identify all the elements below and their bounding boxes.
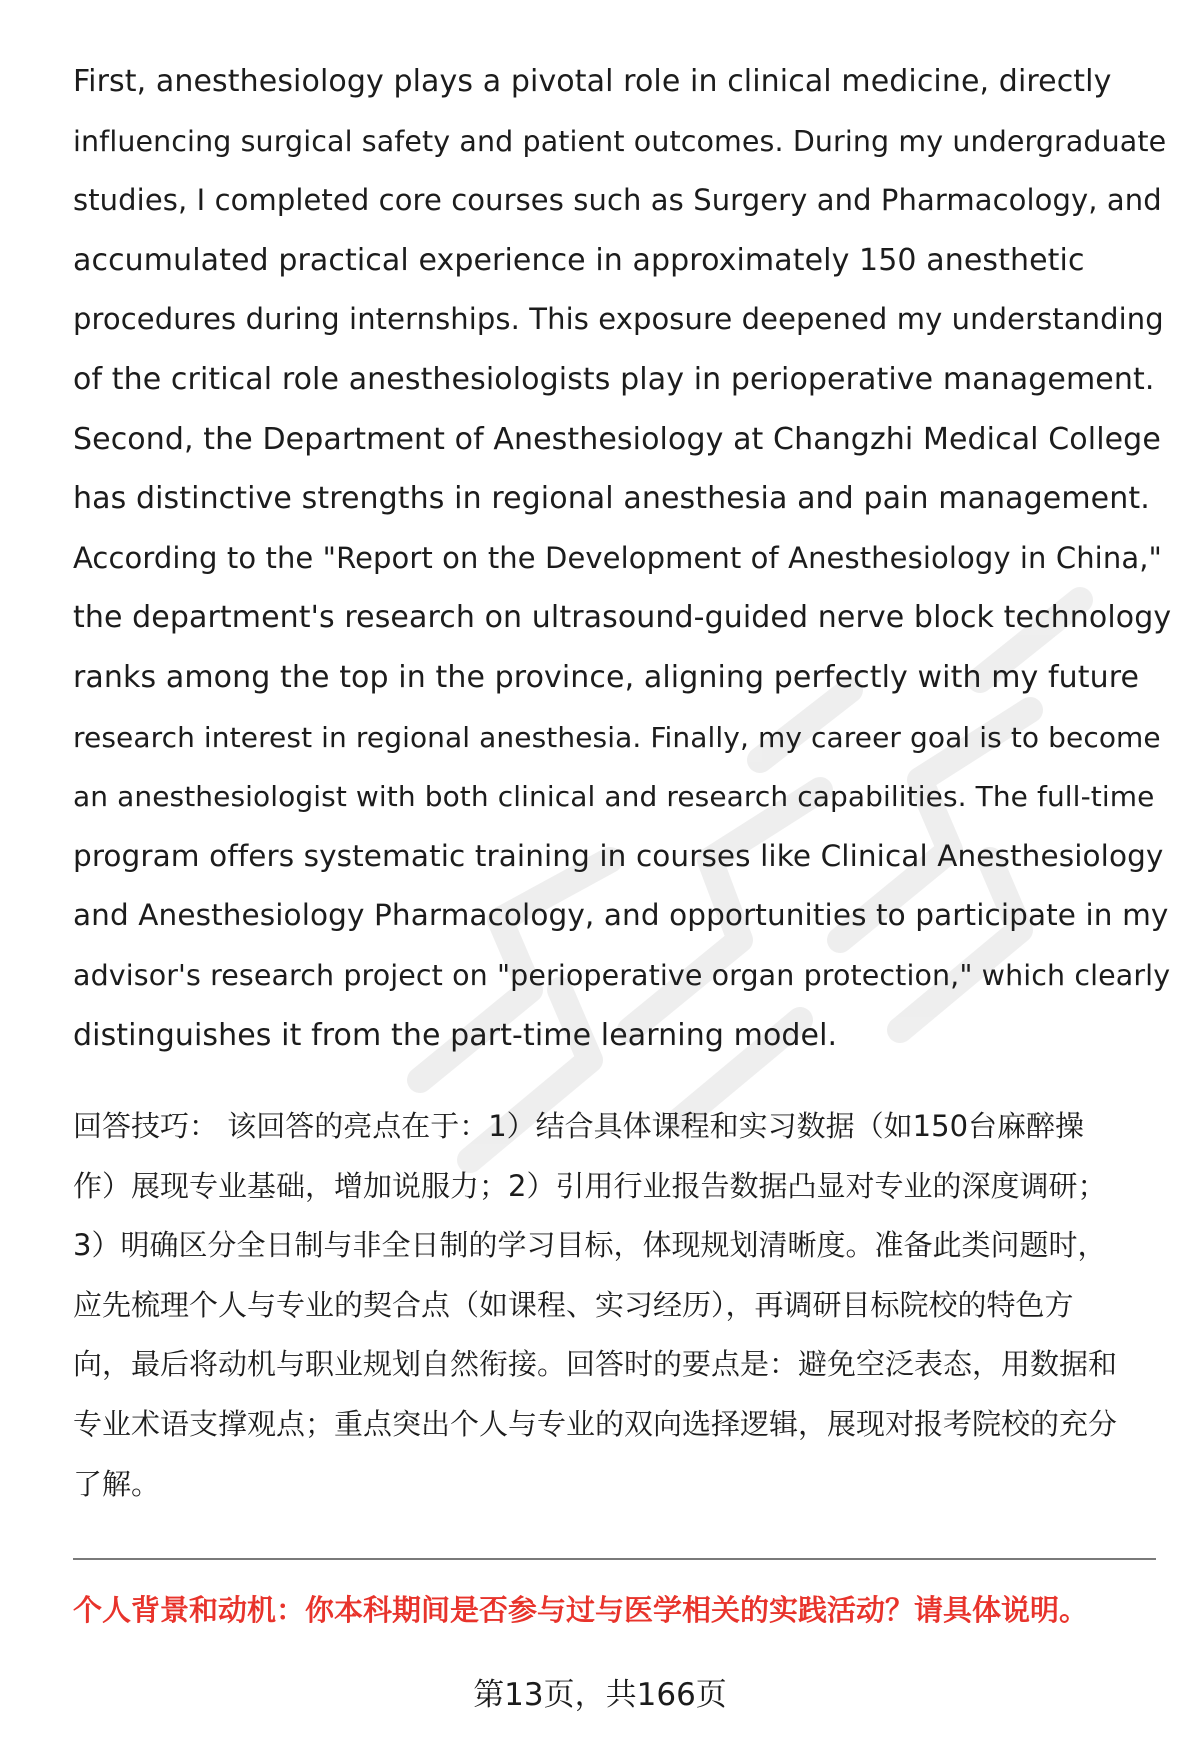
answer-line: First, anesthesiology plays a pivotal role in clinical medicine, directly — [73, 64, 1112, 99]
answer-line: According to the "Report on the Development of Anesthesiology in China," — [73, 540, 1162, 575]
answer-line: Second, the Department of Anesthesiology at Changzhi Medical College — [73, 421, 1161, 457]
tips-line: 向，最后将动机与职业规划自然衔接。回答时的要点是：避免空泛表态，用数据和 — [73, 1347, 1118, 1382]
answer-line: advisor's research project on "perioperative organ protection," which clearly — [73, 958, 1171, 992]
answer-tips-paragraph — [73, 1097, 1153, 1514]
section-divider — [73, 1558, 1156, 1560]
tips-line: 回答技巧： 该回答的亮点在于：1）结合具体课程和实习数据（如150台麻醉操 — [73, 1109, 1085, 1143]
answer-line: influencing surgical safety and patient outcomes. During my undergraduate — [73, 124, 1167, 158]
answer-line: ranks among the top in the province, aligning perfectly with my future — [73, 659, 1140, 695]
answer-line: procedures during internships. This exposure deepened my understanding — [73, 302, 1164, 337]
answer-line: research interest in regional anesthesia. Finally, my career goal is to become — [73, 720, 1161, 754]
answer-line: an anesthesiologist with both clinical and research capabilities. The full-time — [73, 780, 1155, 814]
tips-line: 3）明确区分全日制与非全日制的学习目标，体现规划清晰度。准备此类问题时， — [73, 1228, 1107, 1263]
tips-line: 应先梳理个人与专业的契合点（如课程、实习经历），再调研目标院校的特色方 — [73, 1287, 1074, 1322]
tips-line: 专业术语支撑观点；重点突出个人与专业的双向选择逻辑，展现对报考院校的充分 — [73, 1406, 1118, 1441]
answer-line: of the critical role anesthesiologists play in perioperative management. — [73, 361, 1155, 397]
next-question-heading: 个人背景和动机：你本科期间是否参与过与医学相关的实践活动？请具体说明。 — [73, 1593, 1089, 1627]
answer-line: and Anesthesiology Pharmacology, and opportunities to participate in my — [73, 898, 1169, 933]
tips-line: 了解。 — [73, 1466, 161, 1501]
answer-paragraph — [73, 52, 1172, 1065]
answer-line: accumulated practical experience in approximately 150 anesthetic — [73, 242, 1085, 278]
answer-line: program offers systematic training in courses like Clinical Anesthesiology — [73, 838, 1164, 873]
answer-line: has distinctive strengths in regional anesthesia and pain management. — [73, 481, 1150, 517]
answer-line: the department's research on ultrasound-guided nerve block technology — [73, 600, 1172, 636]
page-number-footer: 第13页，共166页 — [473, 1677, 727, 1713]
answer-line: studies, I completed core courses such as Surgery and Pharmacology, and — [73, 183, 1162, 218]
tips-line: 作）展现专业基础，增加说服力；2）引用行业报告数据凸显对专业的深度调研； — [73, 1168, 1107, 1203]
answer-line: distinguishes it from the part-time learning model. — [73, 1017, 838, 1053]
